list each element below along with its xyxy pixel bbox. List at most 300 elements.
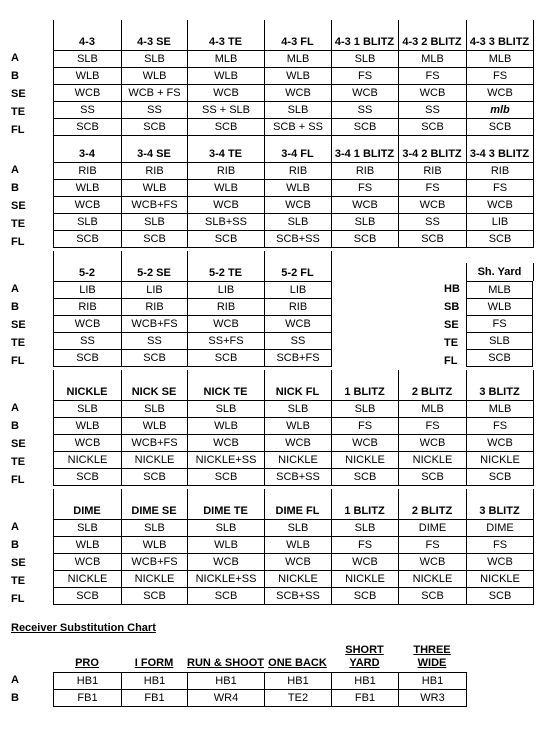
table-row [54, 452, 534, 469]
table-row [467, 350, 533, 367]
table-cell: SLB [332, 401, 399, 418]
table-cell: RIB [399, 163, 467, 180]
table-cell: SCB + SS [265, 119, 332, 136]
row-label: FL [11, 236, 25, 248]
table-cell: RIB [122, 299, 188, 316]
table-cell: WCB [265, 197, 332, 214]
table-cell: WLB [265, 180, 332, 197]
table-cell: SS [122, 333, 188, 350]
column-header: 4-3 SE [137, 36, 171, 48]
column-header: 5-2 FL [281, 267, 314, 279]
table-cell: WCB [54, 85, 122, 102]
row-label: SE [444, 319, 459, 331]
header-divider [466, 489, 467, 519]
table-cell: RIB [54, 163, 122, 180]
table-cell: WCB [332, 554, 399, 571]
table-row [54, 418, 534, 435]
table-cell: SCB [54, 588, 122, 605]
table-row [467, 316, 533, 333]
table-cell: FS [467, 180, 534, 197]
table-row [54, 119, 534, 136]
table-cell: WCB [399, 85, 467, 102]
header-divider [53, 20, 54, 50]
table-cell: SS [399, 102, 467, 119]
table-cell: WCB [332, 197, 399, 214]
header-divider [187, 489, 188, 519]
table-cell: FB1 [54, 690, 122, 707]
table-cell: WLB [265, 68, 332, 85]
table-cell: HB1 [332, 673, 399, 690]
table-cell: SCB [122, 231, 188, 248]
table-cell: SCB+SS [265, 588, 332, 605]
header-divider [331, 20, 332, 50]
table-cell: WLB [188, 180, 265, 197]
table-cell: SLB [332, 520, 399, 537]
table-cell: SCB [122, 588, 188, 605]
table-row [54, 282, 332, 299]
table-cell: FS [332, 537, 399, 554]
table-cell: NICKLE+SS [188, 571, 265, 588]
table-row [467, 333, 533, 350]
table-cell: SS + SLB [188, 102, 265, 119]
row-label: SE [11, 557, 26, 569]
table-cell: FS [332, 180, 399, 197]
column-header: 3-4 [79, 148, 95, 160]
table-cell: HB1 [188, 673, 265, 690]
row-label: B [11, 420, 19, 432]
table-cell: RIB [188, 299, 265, 316]
header-divider [466, 20, 467, 50]
table-cell: WCB+FS [122, 554, 188, 571]
table-cell: SCB [122, 469, 188, 486]
row-label: TE [11, 218, 26, 230]
table-cell: WCB [188, 197, 265, 214]
table-cell: SS [265, 333, 332, 350]
column-header: 2 BLITZ [411, 386, 453, 398]
row-label: SB [444, 301, 460, 313]
row-label: FL [11, 593, 25, 605]
row-label: FL [11, 474, 25, 486]
header-divider [466, 263, 467, 281]
table-cell: WCB [54, 197, 122, 214]
table-cell: WCB [265, 554, 332, 571]
header-divider [398, 370, 399, 400]
column-header: DIME [73, 505, 101, 517]
table-cell: SLB [265, 214, 332, 231]
header-divider [398, 132, 399, 162]
table-cell: SCB [399, 231, 467, 248]
header-divider [398, 20, 399, 50]
column-header: 3 BLITZ [479, 386, 520, 398]
table-cell: SCB+SS [265, 469, 332, 486]
table-cell: SCB [467, 350, 533, 367]
table-cell: SCB+FS [265, 350, 332, 367]
table-cell: HB1 [399, 673, 467, 690]
column-header: NICK SE [131, 386, 177, 398]
row-label: TE [444, 337, 459, 349]
table-row [54, 435, 534, 452]
header-divider [264, 251, 265, 281]
table-cell: WLB [188, 418, 265, 435]
table-cell: SLB [188, 401, 265, 418]
header-divider [53, 370, 54, 400]
row-label: FL [444, 355, 458, 367]
row-label: HB [444, 283, 460, 295]
table-cell: WCB [467, 85, 534, 102]
table-row [54, 588, 534, 605]
table-cell: RIB [265, 299, 332, 316]
header-divider [121, 251, 122, 281]
table-cell: NICKLE+SS [188, 452, 265, 469]
table-cell: RIB [265, 163, 332, 180]
table-cell: NICKLE [265, 452, 332, 469]
table-row [54, 401, 534, 418]
table-cell: SCB [188, 119, 265, 136]
table-cell: SCB [332, 588, 399, 605]
table-cell: WCB [188, 435, 265, 452]
table-cell: LIB [188, 282, 265, 299]
table-cell: FS [467, 68, 534, 85]
table-cell: SCB [54, 119, 122, 136]
table-cell: SCB [467, 469, 534, 486]
table-cell: MLB [467, 51, 534, 68]
row-label: SE [11, 200, 26, 212]
header-divider [121, 132, 122, 162]
table-cell: SS [332, 102, 399, 119]
header-divider [187, 132, 188, 162]
table-row [467, 282, 533, 299]
column-header: 3-4 3 BLITZ [469, 148, 530, 160]
column-header: SHORT YARD [345, 644, 384, 669]
table-cell: SCB [332, 469, 399, 486]
row-label: A [11, 52, 19, 64]
header-divider [466, 132, 467, 162]
row-label: A [11, 283, 19, 295]
table-cell: SCB [399, 469, 467, 486]
table-cell: SCB [467, 119, 534, 136]
header-divider [53, 489, 54, 519]
formation-table [53, 50, 534, 136]
table-cell: SCB [54, 231, 122, 248]
table-row [54, 231, 534, 248]
table-cell: HB1 [122, 673, 188, 690]
table-cell: NICKLE [399, 571, 467, 588]
short-yard-table [466, 281, 533, 367]
table-cell: NICKLE [332, 452, 399, 469]
table-cell: WCB + FS [122, 85, 188, 102]
row-label: A [11, 521, 19, 533]
header-divider [121, 20, 122, 50]
table-cell: MLB [399, 401, 467, 418]
table-cell: MLB [265, 51, 332, 68]
header-divider [187, 20, 188, 50]
column-header: DIME SE [131, 505, 177, 517]
table-row [54, 51, 534, 68]
table-cell: SLB [54, 401, 122, 418]
table-cell: SLB [188, 520, 265, 537]
table-cell: SS [54, 333, 122, 350]
table-cell: HB1 [54, 673, 122, 690]
column-header: 3-4 FL [281, 148, 314, 160]
column-header: 4-3 2 BLITZ [402, 36, 462, 48]
receiver-table [53, 672, 467, 707]
table-row [54, 197, 534, 214]
row-label: B [11, 539, 19, 551]
table-cell: WCB [54, 435, 122, 452]
table-cell: FS [399, 68, 467, 85]
table-cell: WLB [265, 537, 332, 554]
table-cell: LIB [54, 282, 122, 299]
table-cell: RIB [54, 299, 122, 316]
row-label: A [11, 402, 19, 414]
table-cell: WLB [54, 180, 122, 197]
table-cell: WCB [54, 554, 122, 571]
table-cell: WCB [467, 435, 534, 452]
column-header: 1 BLITZ [344, 505, 385, 517]
table-cell: WLB [122, 68, 188, 85]
table-cell: WCB [332, 85, 399, 102]
column-header: 4-3 1 BLITZ [334, 36, 395, 48]
table-cell: DIME [467, 520, 534, 537]
table-cell: WLB [54, 418, 122, 435]
row-label: TE [11, 337, 26, 349]
table-cell: RIB [467, 163, 534, 180]
table-cell: FB1 [332, 690, 399, 707]
table-cell: FS [467, 418, 534, 435]
row-label: TE [11, 575, 26, 587]
table-cell: mlb [467, 102, 534, 119]
table-cell: SCB [122, 119, 188, 136]
table-cell: SLB [265, 520, 332, 537]
table-row [54, 68, 534, 85]
table-row [54, 571, 534, 588]
table-cell: WCB [54, 316, 122, 333]
column-header: 5-2 SE [137, 267, 171, 279]
table-row [467, 299, 533, 316]
column-header: 4-3 [79, 36, 95, 48]
header-divider [264, 132, 265, 162]
table-row [54, 299, 332, 316]
header-divider [533, 489, 534, 519]
table-cell: WR3 [399, 690, 467, 707]
table-cell: WCB [265, 85, 332, 102]
header-divider [53, 132, 54, 162]
table-cell: FS [332, 68, 399, 85]
table-cell: LIB [122, 282, 188, 299]
row-label: A [11, 164, 19, 176]
column-header: PRO [75, 657, 99, 669]
row-label: B [11, 70, 19, 82]
table-cell: RIB [332, 163, 399, 180]
header-divider [331, 489, 332, 519]
table-cell: MLB [399, 51, 467, 68]
table-cell: SCB [54, 469, 122, 486]
column-header: 3-4 1 BLITZ [334, 148, 395, 160]
table-row [54, 673, 467, 690]
table-cell: WCB+FS [122, 197, 188, 214]
table-row [54, 554, 534, 571]
header-divider [533, 263, 534, 281]
table-cell: WCB [188, 85, 265, 102]
header-divider [121, 489, 122, 519]
table-cell: NICKLE [265, 571, 332, 588]
header-divider [187, 370, 188, 400]
table-cell: SS+FS [188, 333, 265, 350]
header-divider [533, 132, 534, 162]
table-row [54, 102, 534, 119]
table-cell: SLB [467, 333, 533, 350]
table-cell: SCB [188, 469, 265, 486]
formation-table [53, 162, 534, 248]
header-divider [331, 370, 332, 400]
row-label: B [11, 301, 19, 313]
table-cell: WCB [399, 197, 467, 214]
table-cell: SCB [332, 231, 399, 248]
table-cell: SS [54, 102, 122, 119]
header-divider [398, 489, 399, 519]
table-cell: SLB [54, 520, 122, 537]
header-divider [533, 370, 534, 400]
row-label: TE [11, 456, 26, 468]
table-cell: WLB [122, 418, 188, 435]
column-header: Sh. Yard [477, 266, 522, 278]
row-label: B [11, 692, 19, 704]
table-cell: SLB [122, 51, 188, 68]
row-label: TE [11, 106, 26, 118]
table-cell: TE2 [265, 690, 332, 707]
table-cell: SCB [467, 231, 534, 248]
table-cell: HB1 [265, 673, 332, 690]
table-cell: SCB [54, 350, 122, 367]
table-cell: WCB [265, 435, 332, 452]
table-cell: SCB [332, 119, 399, 136]
row-label: SE [11, 319, 26, 331]
column-header: 4-3 TE [208, 36, 242, 48]
table-cell: WCB [399, 435, 467, 452]
column-header: 4-3 3 BLITZ [469, 36, 530, 48]
table-cell: SLB [54, 214, 122, 231]
table-cell: MLB [467, 282, 533, 299]
table-cell: SLB+SS [188, 214, 265, 231]
receiver-chart-title: Receiver Substitution Chart [11, 622, 156, 634]
row-label: SE [11, 438, 26, 450]
header-divider [187, 251, 188, 281]
column-header: 1 BLITZ [344, 386, 385, 398]
table-cell: MLB [188, 51, 265, 68]
table-row [54, 333, 332, 350]
row-label: FL [11, 124, 25, 136]
table-cell: WLB [122, 180, 188, 197]
header-divider [331, 251, 332, 281]
table-cell: NICKLE [332, 571, 399, 588]
table-cell: WCB [265, 316, 332, 333]
column-header: 3-4 2 BLITZ [402, 148, 462, 160]
table-cell: SLB [265, 102, 332, 119]
table-cell: FS [399, 537, 467, 554]
table-cell: MLB [467, 401, 534, 418]
table-cell: WCB [188, 316, 265, 333]
table-cell: FB1 [122, 690, 188, 707]
formation-table [53, 519, 534, 605]
table-cell: SLB [122, 401, 188, 418]
table-cell: SCB+SS [265, 231, 332, 248]
table-cell: WCB [399, 554, 467, 571]
header-divider [53, 251, 54, 281]
table-cell: SCB [122, 350, 188, 367]
table-row [54, 163, 534, 180]
header-divider [264, 20, 265, 50]
row-label: SE [11, 88, 26, 100]
column-header: NICKLE [66, 386, 108, 398]
table-cell: SCB [467, 588, 534, 605]
header-divider [264, 489, 265, 519]
table-cell: WCB [188, 554, 265, 571]
table-cell: SCB [188, 588, 265, 605]
column-header: NICK FL [275, 386, 320, 398]
column-header: 2 BLITZ [411, 505, 453, 517]
table-cell: SCB [399, 119, 467, 136]
column-header: 3-4 SE [137, 148, 171, 160]
table-cell: NICKLE [54, 571, 122, 588]
header-divider [533, 20, 534, 50]
table-cell: WLB [188, 68, 265, 85]
table-cell: SLB [332, 51, 399, 68]
header-divider [331, 132, 332, 162]
table-cell: WCB+FS [122, 316, 188, 333]
table-cell: NICKLE [122, 452, 188, 469]
column-header: DIME FL [275, 505, 320, 517]
table-cell: DIME [399, 520, 467, 537]
table-cell: LIB [467, 214, 534, 231]
table-cell: RIB [188, 163, 265, 180]
table-cell: WLB [54, 537, 122, 554]
column-header: ONE BACK [268, 657, 327, 669]
column-header: 5-2 TE [208, 267, 242, 279]
table-row [54, 180, 534, 197]
table-cell: NICKLE [122, 571, 188, 588]
table-row [54, 316, 332, 333]
column-header: I FORM [134, 657, 174, 669]
table-row [54, 214, 534, 231]
table-cell: NICKLE [467, 571, 534, 588]
table-cell: SCB [188, 350, 265, 367]
table-cell: SLB [122, 214, 188, 231]
table-cell: WLB [54, 68, 122, 85]
table-row [54, 520, 534, 537]
column-header: DIME TE [203, 505, 248, 517]
row-label: A [11, 674, 19, 686]
column-header: NICK TE [203, 386, 248, 398]
column-header: 5-2 [79, 267, 95, 279]
table-cell: WR4 [188, 690, 265, 707]
header-divider [466, 370, 467, 400]
table-cell: LIB [265, 282, 332, 299]
table-row [54, 469, 534, 486]
table-cell: SS [122, 102, 188, 119]
header-divider [121, 370, 122, 400]
row-label: FL [11, 355, 25, 367]
table-cell: SLB [332, 214, 399, 231]
table-cell: WCB [332, 435, 399, 452]
table-cell: FS [332, 418, 399, 435]
table-row [54, 85, 534, 102]
table-cell: WCB [467, 554, 534, 571]
table-cell: WLB [122, 537, 188, 554]
column-header: 4-3 FL [281, 36, 314, 48]
table-row [54, 350, 332, 367]
row-label: B [11, 182, 19, 194]
formation-table [53, 281, 332, 367]
